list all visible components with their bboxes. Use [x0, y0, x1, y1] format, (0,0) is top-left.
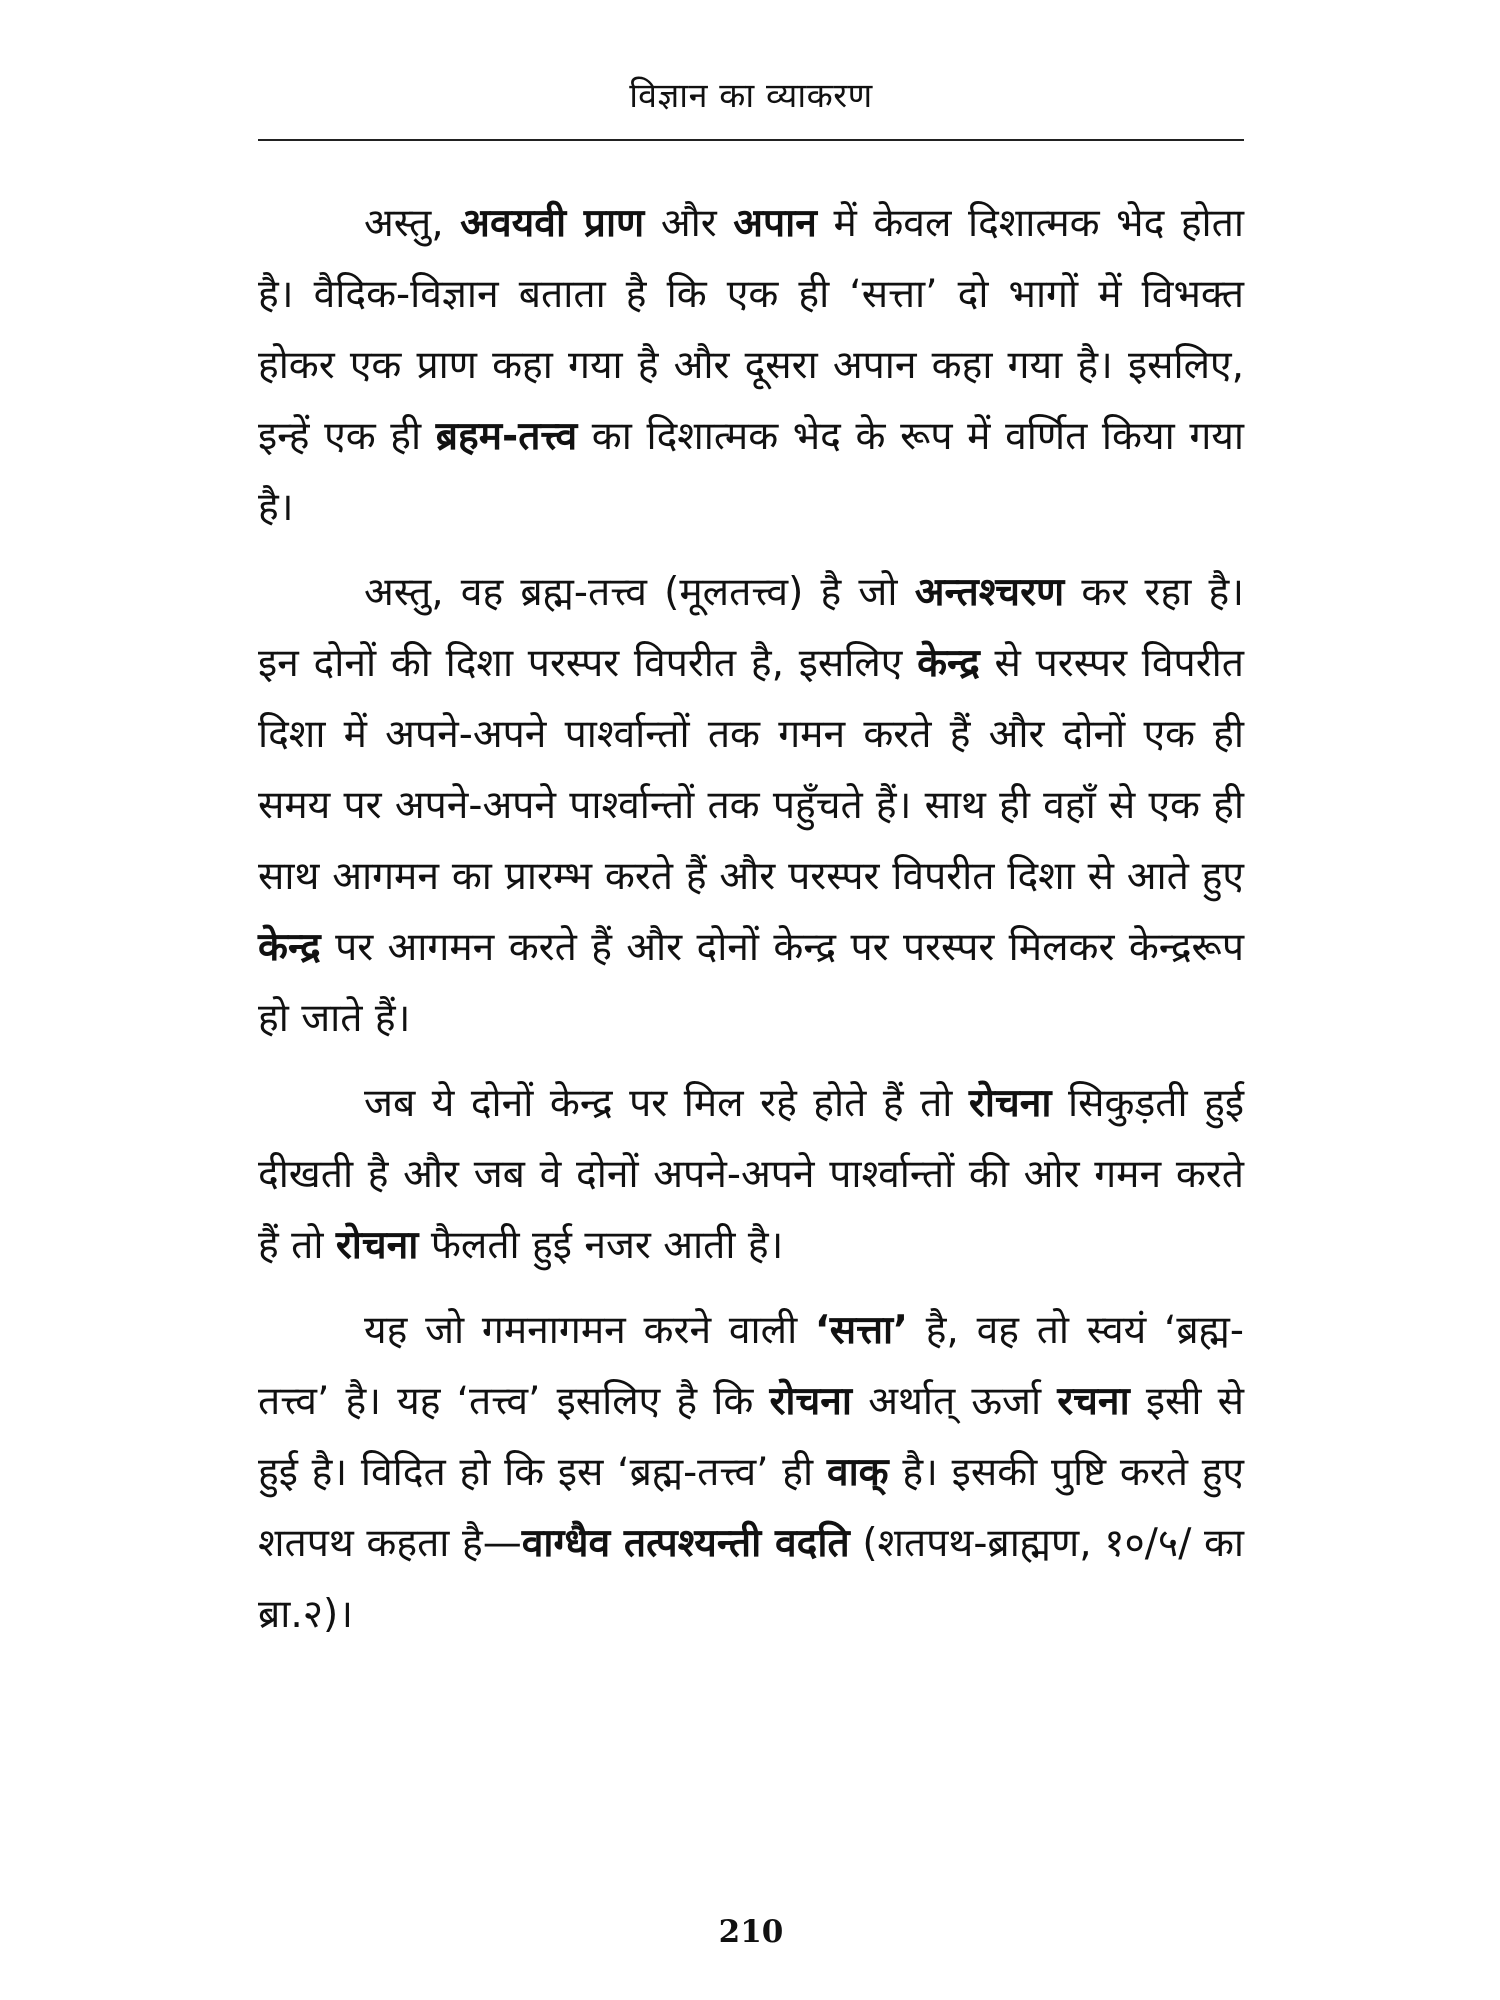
- bold-term: अपान: [733, 201, 817, 246]
- header-divider: [258, 139, 1244, 141]
- bold-term: वाक्: [826, 1450, 889, 1495]
- bold-term: रोचना: [968, 1081, 1052, 1126]
- body-text: [258, 188, 1244, 1650]
- text-run: जब ये दोनों केन्द्र पर मिल रहे होते हैं तो: [364, 1081, 969, 1126]
- paragraph-3: [258, 1068, 1244, 1281]
- text-run: से परस्पर विपरीत दिशा में अपने-अपने पार्श्वान्तों तक गमन करते हैं और दोनों एक ही समय पर अपने-अपने पार्श्वान्तों तक पहुँचते हैं। साथ ही वहाँ से एक ही साथ आगमन का प्रारम्भ करते हैं और परस्पर विपरीत दिशा से आते हुए: [258, 641, 1244, 899]
- paragraph-2: [258, 557, 1244, 1054]
- paragraph-4: [258, 1295, 1244, 1650]
- bold-term: केन्द्र: [258, 925, 321, 970]
- bold-term: रचना: [1057, 1379, 1130, 1424]
- text-run: का दिशात्मक भेद के रूप में वर्णित किया गया है।: [258, 414, 1245, 530]
- text-run: इसी से हुई है। विदित हो कि इस ‘ब्रह्म-तत्त्व’ ही: [258, 1379, 1244, 1495]
- text-run: अर्थात् ऊर्जा: [852, 1379, 1058, 1424]
- text-run: है। इसकी पुष्टि करते हुए शतपथ कहता है—: [258, 1450, 1244, 1566]
- text-run: अस्तु, वह ब्रह्म-तत्त्व (मूलतत्त्व) है जो: [364, 570, 915, 615]
- paragraph-1: [258, 188, 1244, 543]
- text-run: सिकुड़ती हुई दीखती है और जब वे दोनों अपने-अपने पार्श्वान्तों की ओर गमन करते हैं तो: [258, 1081, 1244, 1268]
- text-run: यह जो गमनागमन करने वाली: [364, 1308, 815, 1353]
- text-run: और: [644, 201, 734, 246]
- bold-term: अवयवी प्राण: [460, 201, 645, 246]
- running-header: विज्ञान का व्याकरण: [629, 76, 873, 116]
- text-run: फैलती हुई नजर आती है।: [418, 1223, 784, 1268]
- bold-term: ‘सत्ता’: [814, 1308, 908, 1353]
- bold-term: रोचना: [335, 1223, 419, 1268]
- bold-term: अन्तश्चरण: [914, 570, 1065, 615]
- page-number: 210: [718, 1914, 784, 1950]
- text-run: है, वह तो स्वयं ‘ब्रह्म-तत्त्व’ है। यह ‘तत्त्व’ इसलिए है कि: [258, 1308, 1244, 1424]
- bold-term: ब्रहम-तत्त्व: [435, 414, 578, 459]
- text-run: अस्तु,: [364, 201, 461, 246]
- citation: (शतपथ-ब्राह्मण, १०/५/ का ब्रा.२)।: [258, 1521, 1244, 1637]
- bold-term: रोचना: [769, 1379, 853, 1424]
- bold-term: केन्द्र: [917, 641, 980, 686]
- bold-quote: वाग्धैव तत्पश्यन्ती वदति: [521, 1521, 850, 1566]
- text-run: कर रहा है। इन दोनों की दिशा परस्पर विपरीत है, इसलिए: [258, 570, 1244, 686]
- text-run: पर आगमन करते हैं और दोनों केन्द्र पर परस्पर मिलकर केन्द्ररूप हो जाते हैं।: [258, 925, 1244, 1041]
- text-run: में केवल दिशात्मक भेद होता है। वैदिक-विज्ञान बताता है कि एक ही ‘सत्ता’ दो भागों में विभक्त होकर एक प्राण कहा गया है और दूसरा अपान कहा गया है। इसलिए, इन्हें एक ही: [258, 201, 1244, 459]
